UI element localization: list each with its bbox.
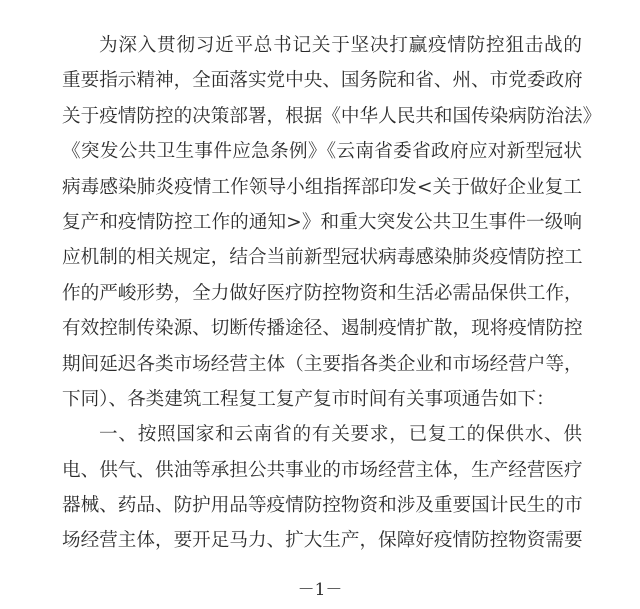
notice-body-text: [62, 28, 602, 559]
paragraph-1-line-7: 应机制的相关规定，结合当前新型冠状病毒感染肺炎疫情防控工: [62, 247, 583, 269]
paragraph-1-line-1: 为深入贯彻习近平总书记关于坚决打赢疫情防控狙击战的: [99, 35, 582, 56]
paragraph-1-line-4: 《突发公共卫生事件应急条例》《云南省委省政府应对新型冠状: [62, 141, 582, 163]
paragraph-2-line-4: 场经营主体，要开足马力、扩大生产，保障好疫情防控物资需要: [62, 530, 583, 552]
paragraph-1-line-6: 复产和疫情防控工作的通知>》和重大突发公共卫生事件一级响: [62, 211, 582, 233]
page-number: －1－: [297, 580, 343, 600]
paragraph-2-line-3: 器械、药品、防护用品等疫情防控物资和涉及重要国计民生的市: [62, 495, 583, 517]
paragraph-2-line-2: 电、供气、供油等承担公共事业的市场经营主体，生产经营医疗: [62, 459, 583, 481]
paragraph-1-line-9: 有效控制传染源、切断传播途径、遏制疫情扩散，现将疫情防控: [62, 318, 583, 340]
paragraph-1-line-10: 期间延迟各类市场经营主体（主要指各类企业和市场经营户等，: [62, 353, 583, 375]
paragraph-1-line-8: 作的严峻形势，全力做好医疗防控物资和生活必需品保供工作，: [62, 282, 583, 304]
paragraph-1-line-2: 重要指示精神，全面落实党中央、国务院和省、州、市党委政府: [62, 70, 583, 92]
paragraph-2-line-1: 一、按照国家和云南省的有关要求，已复工的保供水、供: [99, 424, 582, 446]
paragraph-1-line-11: 下同）、各类建筑工程复工复产复市时间有关事项通告如下：: [62, 388, 555, 410]
paragraph-1-line-3: 关于疫情防控的决策部署，根据《中华人民共和国传染病防治法》: [62, 105, 602, 127]
paragraph-1-line-5: 病毒感染肺炎疫情工作领导小组指挥部印发<关于做好企业复工: [62, 176, 582, 198]
